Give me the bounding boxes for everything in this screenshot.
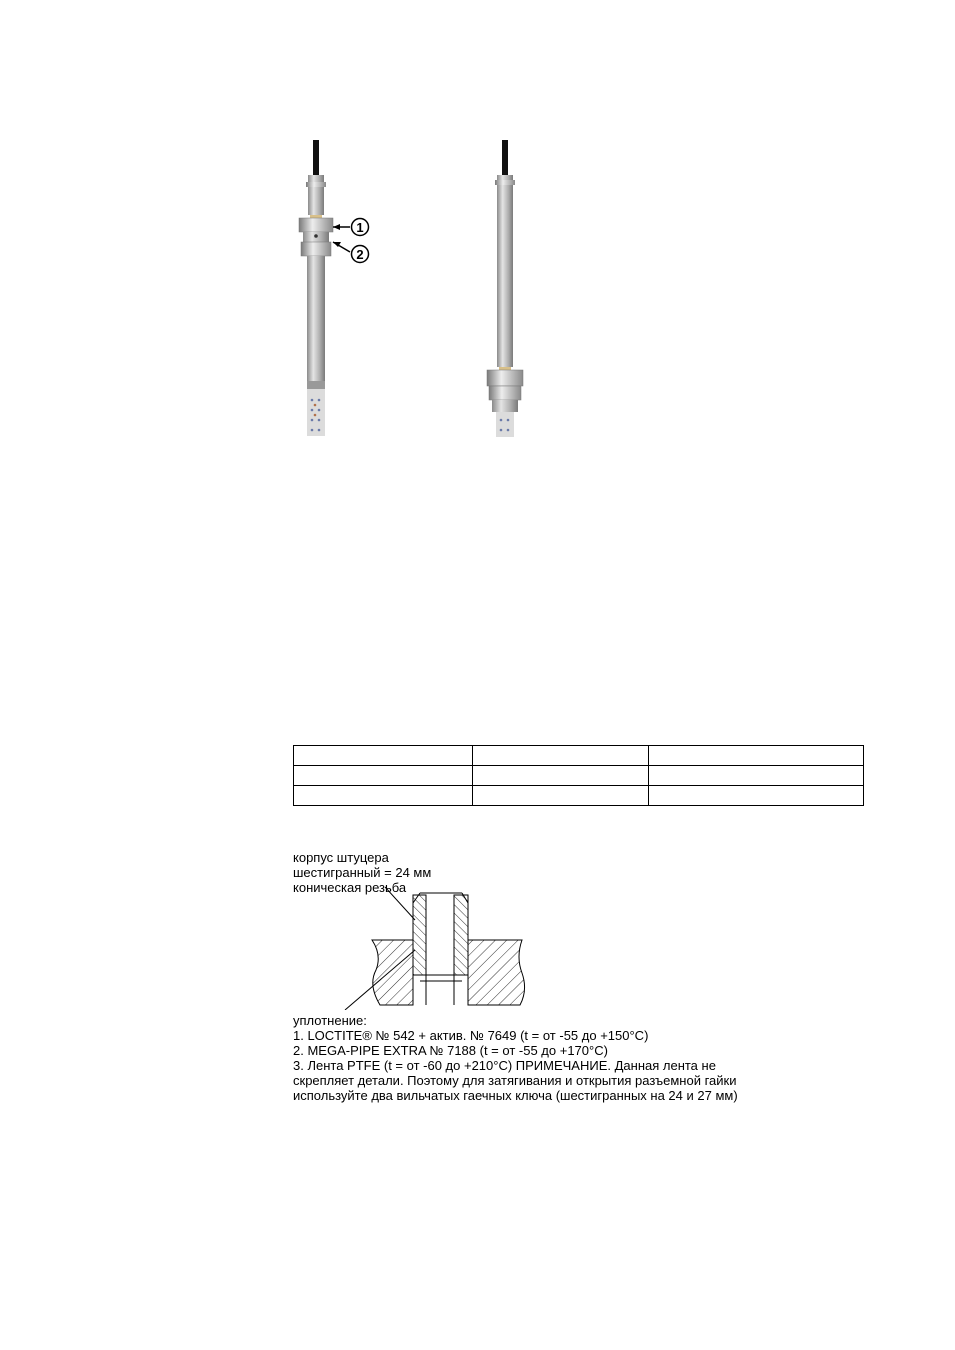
hex-size-label: шестигранный = 24 мм [293,865,432,880]
callout-2 [333,242,369,263]
probe-left [299,140,333,436]
sealing-notes [293,1013,738,1103]
fitting-cross-section [290,885,550,1010]
taper-thread-label: коническая резьба [293,880,407,895]
table-cell [473,746,649,766]
table-cell [294,746,473,766]
callout-1 [333,219,369,236]
table-cell [649,766,864,786]
table-row [294,746,864,766]
table-cell [649,746,864,766]
probe-illustration [280,130,580,450]
sealing-option-2: 2. MEGA-PIPE EXTRA № 7188 (t = от -55 до +170°C) [293,1043,608,1058]
table-cell [473,786,649,806]
svg-text:1: 1 [356,220,364,235]
probe-right [487,140,523,437]
sealing-note-line: скрепляет детали. Поэтому для затягивания и открытия разъемной гайки [293,1073,737,1088]
sealing-note-line: используйте два вильчатых гаечных ключа (шестигранных на 24 и 27 мм) [293,1088,738,1103]
fitting-body-label: корпус штуцера [293,850,389,865]
sealing-option-3: 3. Лента PTFE (t = от -60 до +210°C) ПРИМЕЧАНИЕ. Данная лента не [293,1058,716,1073]
table-cell [649,786,864,806]
table-row [294,766,864,786]
sealing-option-1: 1. LOCTITE® № 542 + актив. № 7649 (t = от -55 до +150°C) [293,1028,649,1043]
table-cell [294,786,473,806]
svg-text:2: 2 [356,247,364,262]
table-cell [294,766,473,786]
table-row [294,786,864,806]
sealing-title: уплотнение: [293,1013,367,1028]
spec-table [293,745,864,806]
table-cell [473,766,649,786]
